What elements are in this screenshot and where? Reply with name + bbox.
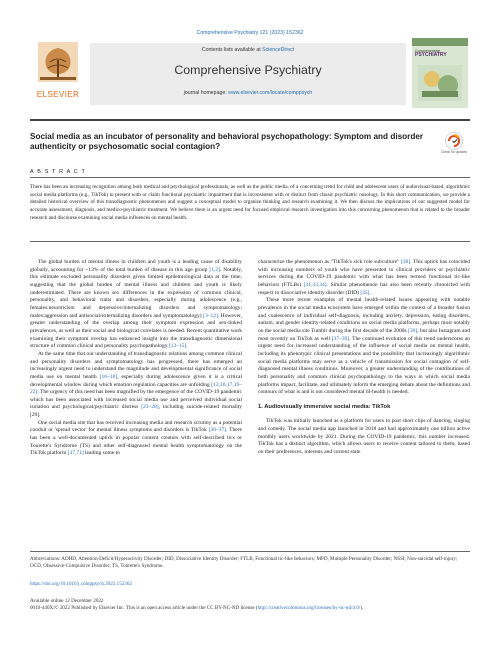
citation-link[interactable]: [13–15] bbox=[168, 343, 187, 350]
footnote-rule bbox=[30, 551, 470, 552]
citation-link[interactable]: [12,16,17,19–22] bbox=[30, 381, 242, 396]
paragraph-text: . The continued evolution of this trend underscores an urgent need for increased understanding of the influence of social media on mental health, including its phenotypic clinical presentations and the possibility that increasingly algorithmic social media platforms may serve as a vehicle of transmission for social contagion of self-diagnosed mental illness conditions. Moreover, a greater understanding of the contributions of both personality and common clinical psychopathology to the ways in which social media platforms impact, facilitate, and ultimately inform the emerging debate about the definitions and contours of what is and is not considered mental ill-health is needed. bbox=[258, 335, 471, 396]
paragraph-text: One social media site that has received increasing media and research scrutiny as a potential conduit or 'spread vector' for mental illness symptoms and disorders is TikTok bbox=[30, 419, 242, 434]
paragraph-text: . There has been a well-documented uptick in popular content creators with self-described tics or Tourette's Syndrome (TS) and other self-diagnosed mental health symptomatology on the TikTok platform bbox=[30, 427, 242, 457]
journal-title: Comprehensive Psychiatry bbox=[174, 63, 322, 77]
paragraph-text: . Similar phenomenon has also been recently chronicled with respect to dissociative identity disorder (DID) bbox=[258, 281, 470, 296]
body-paragraph bbox=[258, 259, 470, 297]
body-paragraph bbox=[30, 259, 242, 351]
journal-banner bbox=[90, 43, 406, 105]
homepage-line bbox=[90, 90, 406, 96]
copyright-line bbox=[30, 605, 470, 612]
abbreviations-footnote: Abbreviations: ADHD, Attention-Deficit/Hyperactivity Disorder; DID, Dissociative Identity Disorder; FTLB, Functional tic-like behaviors; MPD, Multiple Personality Disorder; NSSI, Non-suicidal self-injury; OCD, Obsessive-Compulsive Disorder; TS, Tourette's Syndrome. bbox=[30, 556, 458, 570]
license-link[interactable]: http://creativecommons.org/licenses/by-nc-nd/4.0/ bbox=[257, 605, 361, 612]
check-for-updates-label[interactable]: Check for updates bbox=[441, 150, 467, 154]
body-paragraph bbox=[30, 351, 242, 420]
abstract-rule-top bbox=[30, 177, 470, 178]
paragraph-text: At the same time that our understanding of transdiagnostic relations among common clinical and personality disorders and symptomatology has progressed, there has emerged an increasingly urgent need to understand the magnitude and developmental significance of social media use on mental health bbox=[30, 350, 242, 380]
paragraph-text: characterize the phenomenon as "TikTok's sick role subculture" bbox=[258, 259, 401, 265]
citation-link[interactable]: [36] bbox=[408, 327, 418, 334]
abstract-text: There has been an increasing recognition among both medical and psychological professionals, as well as the public media, of a concerning trend for child and adolescent users of audiovisual-based, algorithmic social media platforms (e.g., TikTok) to present with or claim functional psychiatric impairment that is inconsistent with or distinct from classic psychiatric nosology. In this short communication, we provide a detailed historical overview of this transdiagnostic phenomenon and suggest a conceptual model to organize thinking and research examining it. We then discuss the implications of our suggested model for accurate assessment, diagnosis, and medico-psychiatric treatment. We believe there is an urgent need for focused empirical research investigation into this concerning phenomenon that is related to the broader research and discourse examining social media influences on mental health. bbox=[30, 184, 470, 221]
copyright-text: 0010-440X/© 2022 Published by Elsevier Inc. This is an open access article under the CC BY-NC-ND license ( bbox=[30, 605, 258, 612]
elsevier-logo[interactable] bbox=[30, 38, 86, 104]
cover-band bbox=[412, 38, 468, 46]
paragraph-text: These more recent examples of mental health-related issues appearing with notable prevalence in the social media ecosystem have emerged within the context of a broader fusion and coalescence of individual self-diagnosis, including anxiety, depression, eating disorders, autism, and gender identity-related conditions on social media platforms, perhaps most notably on the social media site Tumblr during the first decade of the 2000s bbox=[258, 297, 470, 334]
paragraph-text: TikTok was initially launched as a platform for users to post short clips of dancing, singing and comedy. The social media app launched in 2018 and had approximately one billion active monthly users worldwide by 2021. During the COVID-19 pandemic, this number increased. TikTok has a distinct algorithm, which allows users to receive content tailored to them, based on their preferences, interests and current state bbox=[258, 418, 470, 456]
abstract-rule-bottom bbox=[30, 241, 470, 242]
paragraph-text: . bbox=[369, 289, 371, 296]
journal-cover[interactable] bbox=[412, 38, 468, 108]
paragraph-text: . The urgency of this need has been magnified by the emergence of the COVID-19 pandemic which has been associated with increased social media use and perceived individual social isolation and psychological/psychiatric distress bbox=[30, 389, 242, 411]
header-rule bbox=[30, 119, 470, 121]
body-paragraph bbox=[30, 420, 242, 458]
article-title: Social media as an incubator of personality and behavioral psychopathology: Symptom and disorder authenticity or psychosomatic social contagion? bbox=[30, 132, 424, 151]
masthead bbox=[30, 38, 470, 114]
contents-prefix: Contents lists available at bbox=[201, 47, 263, 53]
paragraph-text: . However, greater understanding of the overlap among their symptom expression and sex-linked prevalences, as well as their social and biological correlates is needed. Recent quantitative work examining their symptom overlap has enhanced insight into the transdiagnostic dimensional structure of common clinical and personality psychopathology bbox=[30, 312, 242, 350]
citation-link[interactable]: [30–37] bbox=[208, 427, 227, 434]
paragraph-text: . Notably, this estimate excluded personality disorders given limited epidemiological data at the time, suggesting that the global burden of mental illness and children and youth is likely underestimated. There are known sex differences in the expression of common clinical, personality, and behavioral traits and disorders, especially during adolescence (e.g., females:neuroticism and depressive/internalizing disorders and symptomatology; males:aggression and antisocial/externalizing disorders and symptomatology) bbox=[30, 266, 242, 319]
publisher-name: ELSEVIER bbox=[36, 90, 80, 99]
paragraph-text: . bbox=[186, 343, 188, 350]
paragraph-text: leading some to bbox=[83, 450, 120, 457]
paragraph-text: , but also Instagram and most recently on TikTok as well bbox=[258, 327, 470, 342]
citation-link[interactable]: [37,71] bbox=[67, 450, 84, 457]
citation-link[interactable]: [23–28] bbox=[141, 404, 159, 411]
sciencedirect-link[interactable]: ScienceDirect bbox=[262, 47, 295, 53]
doi-link[interactable]: https://doi.org/10.1016/j.comppsych.2022.152362 bbox=[30, 581, 132, 587]
citation-link[interactable]: [3–12] bbox=[203, 312, 218, 319]
cover-art-icon bbox=[418, 65, 462, 101]
section-heading: 1. Audiovisually immersive social media: TikTok bbox=[258, 403, 391, 410]
citation-link[interactable]: [35] bbox=[360, 289, 370, 296]
paragraph-text: The global burden of mental illness in children and youth is a leading cause of disability globally, accounting for ~13% of the total burden of disease in this age group bbox=[30, 259, 242, 273]
body-column-left bbox=[30, 259, 242, 458]
paragraph-text: . This uptick has coincided with increasing numbers of youth who have presented to clinical providers or psychiatric services during the COVID-19 pandemic with what has been termed functional tic-like behaviors (FTLBs) bbox=[258, 259, 470, 288]
cover-title bbox=[415, 49, 465, 57]
paragraph-text: , including suicide-related mortality [29]. bbox=[30, 404, 243, 419]
citation-link[interactable]: [38] bbox=[400, 259, 411, 265]
contents-line bbox=[90, 47, 406, 53]
body-column-right bbox=[258, 259, 470, 457]
body-paragraph bbox=[258, 297, 470, 397]
elsevier-tree-icon bbox=[38, 42, 78, 82]
cover-top-label: Comprehensive bbox=[415, 49, 441, 53]
citation-link[interactable]: [37–39] bbox=[331, 335, 350, 342]
body-paragraph bbox=[258, 418, 470, 456]
publication-info bbox=[30, 598, 470, 612]
copyright-suffix: ). bbox=[360, 605, 364, 612]
citation-link[interactable]: [31,33,34] bbox=[303, 281, 327, 288]
citation-link[interactable]: [1,2] bbox=[209, 266, 220, 273]
homepage-prefix: journal homepage: bbox=[183, 90, 229, 96]
citation-link[interactable]: [16–18] bbox=[99, 373, 118, 380]
paragraph-text: , especially during adolescence given it is a critical developmental window during which emotion regulation capacities are unfolding bbox=[30, 373, 242, 388]
cover-title-text: PSYCHIATRY bbox=[415, 52, 447, 59]
journal-reference[interactable]: Comprehensive Psychiatry 121 (2023) 152362 bbox=[196, 30, 304, 36]
available-online-date: Available online 12 December 2022 bbox=[30, 598, 104, 604]
abstract-heading: A B S T R A C T bbox=[30, 169, 87, 175]
homepage-link[interactable]: www.elsevier.com/locate/comppsych bbox=[228, 90, 313, 96]
